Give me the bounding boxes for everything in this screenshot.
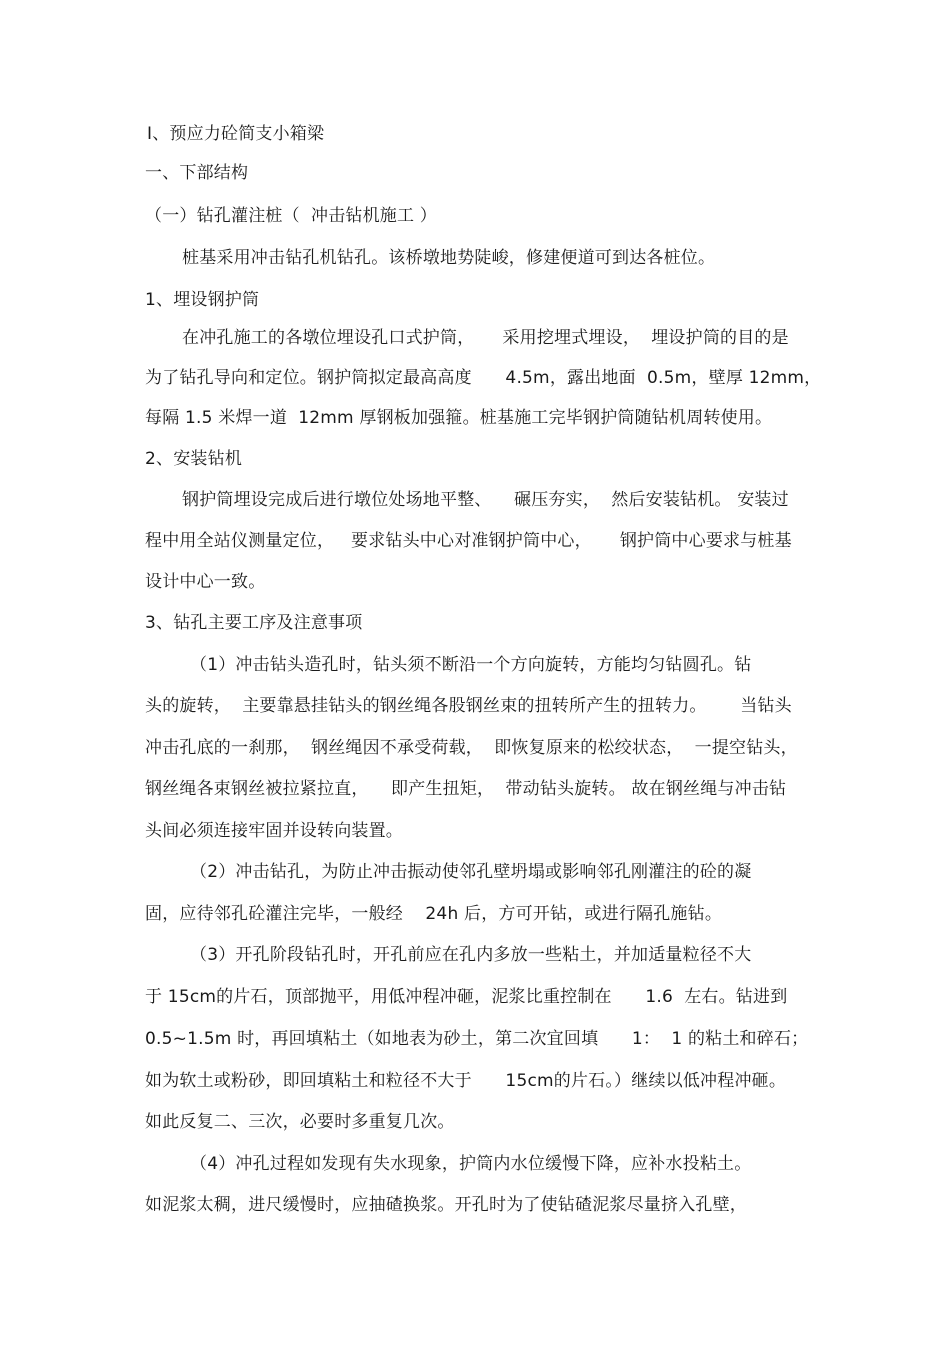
paragraph-2-line: 钢护筒埋设完成后进行墩位处场地平整、 碾压夯实， 然后安装钻机。 安装过 [182,490,789,510]
paragraph-4-line: （2）冲击钻孔，为防止冲击振动使邻孔壁坍塌或影响邻孔刚灌注的砼的凝 [190,862,752,882]
paragraph-5-line: 如此反复二、三次，必要时多重复几次。 [145,1112,455,1132]
paragraph-3-line: 冲击孔底的一刹那， 钢丝绳因不承受荷载， 即恢复原来的松绞状态， 一提空钻头， [145,738,798,758]
paragraph-5-line: 于 15cm的片石，顶部抛平，用低冲程冲砸，泥浆比重控制在 1.6 左右。钻进到 [145,987,788,1007]
paragraph-1-line: 为了钻孔导向和定位。钢护筒拟定最高高度 4.5m，露出地面 0.5m，壁厚 12mm， [145,368,822,388]
section-heading: 一、下部结构 [145,163,249,183]
heading-3: 3、钻孔主要工序及注意事项 [145,613,363,633]
paragraph-2-line: 设计中心一致。 [145,572,266,592]
paragraph-5-line: 0.5~1.5m 时，再回填粘土（如地表为砂土，第二次宜回填 1： 1 的粘土和碎石； [145,1029,809,1049]
paragraph-3-line: 钢丝绳各束钢丝被拉紧拉直， 即产生扭矩， 带动钻头旋转。 故在钢丝绳与冲击钻 [145,779,787,799]
paragraph-3-line: 头的旋转， 主要靠悬挂钻头的钢丝绳各股钢丝束的扭转所产生的扭转力。 当钻头 [145,696,792,716]
paragraph-5-line: 如为软土或粉砂，即回填粘土和粒径不大于 15cm的片石。）继续以低冲程冲砸。 [145,1071,787,1091]
paragraph-2-line: 程中用全站仪测量定位， 要求钻头中心对准钢护筒中心， 钢护筒中心要求与桩基 [145,531,792,551]
paragraph-6-line: （4）冲孔过程如发现有失水现象，护筒内水位缓慢下降，应补水投粘土。 [190,1154,752,1174]
heading-1: 1、埋设钢护筒 [145,290,260,310]
paragraph-3-line: （1）冲击钻头造孔时，钻头须不断沿一个方向旋转，方能均匀钻圆孔。钻 [190,655,752,675]
heading-2: 2、安装钻机 [145,449,243,469]
intro-paragraph: 桩基采用冲击钻孔机钻孔。该桥墩地势陡峻，修建便道可到达各桩位。 [182,248,716,268]
paragraph-4-line: 固，应待邻孔砼灌注完毕，一般经 24h 后，方可开钻，或进行隔孔施钻。 [145,904,723,924]
subsection-heading: （一）钻孔灌注桩（ 冲击钻机施工 ） [145,206,438,226]
paragraph-1-line: 在冲孔施工的各墩位埋设孔口式护筒， 采用挖埋式埋设， 埋设护筒的目的是 [182,328,789,348]
paragraph-1-line: 每隔 1.5 米焊一道 12mm 厚钢板加强箍。桩基施工完毕钢护筒随钻机周转使用。 [145,408,773,428]
paragraph-6-line: 如泥浆太稠，进尺缓慢时，应抽碴换浆。开孔时为了使钻碴泥浆尽量挤入孔壁， [145,1195,747,1215]
document-title: Ⅰ、预应力砼简支小箱梁 [147,124,325,144]
paragraph-3-line: 头间必须连接牢固并设转向装置。 [145,821,403,841]
paragraph-5-line: （3）开孔阶段钻孔时，开孔前应在孔内多放一些粘土，并加适量粒径不大 [190,945,752,965]
